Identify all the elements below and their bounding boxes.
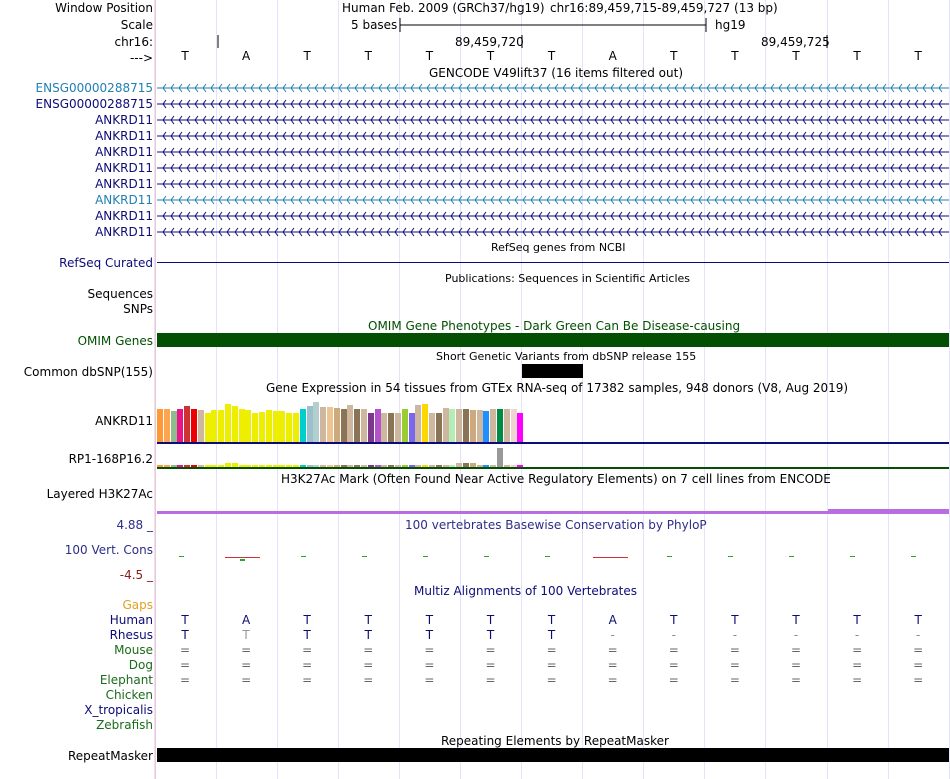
- base-letter: T: [486, 49, 495, 63]
- chrom-label: chr16:: [114, 35, 153, 49]
- h3k27ac-label[interactable]: Layered H3K27Ac: [46, 487, 153, 501]
- publications-label-sequences[interactable]: Sequences: [87, 287, 153, 301]
- multiz-base: =: [485, 643, 496, 657]
- multiz-base: =: [179, 658, 191, 672]
- gtex-tissue-bar[interactable]: [157, 409, 163, 442]
- gtex-tissue-bar[interactable]: [279, 411, 285, 442]
- multiz-base: =: [485, 658, 496, 672]
- multiz-species-label[interactable]: Rhesus: [109, 628, 153, 642]
- base-letter: T: [364, 49, 372, 63]
- scale-text: 5 bases: [351, 18, 398, 32]
- conservation-min-label: -4.5 _: [119, 568, 153, 582]
- position-coords[interactable]: chr16:89,459,715-89,459,727 (13 bp): [550, 1, 778, 15]
- multiz-base: =: [241, 643, 252, 657]
- multiz-base: =: [302, 658, 313, 672]
- multiz-base: T: [364, 628, 372, 642]
- gtex-tissue-bar[interactable]: [517, 413, 523, 442]
- multiz-base: =: [179, 673, 191, 687]
- multiz-base: T: [914, 613, 922, 627]
- multiz-base: -: [854, 628, 860, 642]
- multiz-base: =: [790, 643, 802, 657]
- multiz-base: =: [913, 658, 924, 672]
- multiz-base: =: [668, 658, 679, 672]
- gtex-tissue-bar[interactable]: [334, 408, 340, 442]
- ruler-ticks: [210, 33, 850, 49]
- gtex-tissue-bar[interactable]: [354, 409, 360, 442]
- gtex-tissue-bar[interactable]: [368, 413, 374, 442]
- multiz-base: T: [425, 628, 434, 642]
- gtex-tissue-bar[interactable]: [483, 411, 489, 442]
- gencode-item-label[interactable]: ANKRD11: [95, 225, 153, 239]
- multiz-base: T: [486, 613, 495, 627]
- gtex-tissue-bar[interactable]: [375, 409, 381, 442]
- gtex-tissue-bar[interactable]: [191, 409, 197, 442]
- gencode-transcript[interactable]: [157, 209, 949, 223]
- multiz-base: T: [303, 628, 311, 642]
- dbsnp-track-title: Short Genetic Variants from dbSNP release 155: [436, 350, 697, 363]
- gtex-gene-1-label[interactable]: ANKRD11: [95, 414, 153, 428]
- multiz-gaps-label: Gaps: [122, 598, 153, 612]
- gtex-tissue-bar[interactable]: [436, 413, 442, 442]
- publications-track-title: Publications: Sequences in Scientific Articles: [445, 272, 690, 285]
- multiz-base: A: [608, 613, 617, 627]
- dbsnp-feature[interactable]: [522, 364, 583, 378]
- multiz-base: T: [303, 613, 311, 627]
- gtex-gene-1-line[interactable]: [157, 442, 949, 444]
- multiz-base: =: [790, 673, 802, 687]
- refseq-track-title: RefSeq genes from NCBI: [491, 241, 626, 254]
- multiz-base: =: [424, 658, 435, 672]
- multiz-species-label[interactable]: Mouse: [114, 643, 153, 657]
- h3k27ac-signal-high[interactable]: [828, 509, 949, 514]
- gtex-tissue-bar[interactable]: [449, 409, 455, 442]
- label-divider: [155, 0, 156, 779]
- multiz-base: -: [732, 628, 738, 642]
- multiz-base: =: [302, 643, 313, 657]
- gtex-tissue-bar[interactable]: [232, 406, 238, 442]
- repeatmasker-feature[interactable]: [157, 748, 949, 762]
- multiz-base: =: [302, 673, 313, 687]
- gtex-tissue-bar[interactable]: [341, 409, 347, 442]
- gtex-tissue-bar[interactable]: [171, 411, 177, 442]
- gtex-tissue-bar[interactable]: [239, 409, 245, 442]
- multiz-base: =: [363, 658, 374, 672]
- multiz-track-title: Multiz Alignments of 100 Vertebrates: [414, 584, 638, 598]
- multiz-base: T: [792, 613, 800, 627]
- multiz-base: T: [364, 613, 372, 627]
- gtex-tissue-bar[interactable]: [497, 409, 503, 442]
- multiz-base: =: [852, 643, 863, 657]
- gtex-tissue-bar[interactable]: [184, 406, 190, 442]
- gtex-tissue-bar[interactable]: [286, 413, 292, 442]
- multiz-base: -: [671, 628, 676, 642]
- ruler-pos-2: 89,459,725: [761, 35, 830, 49]
- scale-label: Scale: [120, 18, 153, 32]
- base-letter: A: [241, 49, 251, 63]
- gencode-item-label[interactable]: ENSG00000288715: [35, 81, 153, 95]
- multiz-base: -: [610, 628, 615, 642]
- multiz-species-label[interactable]: X_tropicalis: [84, 703, 153, 717]
- conservation-track-title: 100 vertebrates Basewise Conservation by PhyloP: [405, 518, 707, 532]
- gtex-tissue-bar[interactable]: [307, 406, 313, 442]
- multiz-base: =: [729, 658, 740, 672]
- multiz-base: =: [913, 673, 924, 687]
- gencode-item-label[interactable]: ANKRD11: [95, 209, 153, 223]
- scale-db: hg19: [715, 18, 746, 32]
- gtex-tissue-bar[interactable]: [470, 410, 476, 442]
- gtex-gene-2-line[interactable]: [157, 467, 949, 469]
- refseq-label[interactable]: RefSeq Curated: [59, 256, 153, 270]
- multiz-base: =: [546, 643, 557, 657]
- gtex-tissue-bar[interactable]: [313, 402, 319, 442]
- gtex-tissue-bar[interactable]: [225, 404, 231, 442]
- gtex-tissue-bar[interactable]: [415, 405, 421, 442]
- gtex-tissue-bar[interactable]: [300, 409, 306, 442]
- gtex-tissue-bar[interactable]: [327, 407, 333, 442]
- gencode-transcript[interactable]: [157, 225, 949, 239]
- multiz-base: -: [793, 628, 799, 642]
- gtex-tissue-bar[interactable]: [443, 408, 449, 442]
- gencode-item-label[interactable]: ANKRD11: [95, 193, 153, 207]
- base-letter: A: [608, 49, 617, 63]
- base-letter: T: [731, 49, 739, 63]
- multiz-base: =: [424, 673, 435, 687]
- gencode-track-title: GENCODE V49lift37 (16 items filtered out): [429, 66, 684, 80]
- gtex-gene-2-label[interactable]: RP1-168P16.2: [68, 452, 153, 466]
- gtex-tissue-bar[interactable]: [218, 410, 224, 442]
- gtex-tissue-bar[interactable]: [211, 410, 217, 442]
- gtex-tissue-bar[interactable]: [266, 410, 272, 442]
- dbsnp-label[interactable]: Common dbSNP(155): [23, 365, 153, 379]
- gtex-tissue-bar[interactable]: [347, 405, 353, 442]
- multiz-species-label[interactable]: Zebrafish: [96, 718, 153, 732]
- base-letter: T: [425, 49, 434, 63]
- gencode-transcript[interactable]: [157, 161, 949, 175]
- base-letter: T: [670, 49, 678, 63]
- omim-feature[interactable]: [157, 333, 949, 347]
- gtex-tissue-bar[interactable]: [504, 409, 510, 442]
- multiz-base: =: [852, 658, 863, 672]
- base-letter: T: [914, 49, 922, 63]
- gencode-transcript[interactable]: [157, 145, 949, 159]
- gencode-transcript[interactable]: [157, 193, 949, 207]
- gtex-tissue-bar[interactable]: [395, 413, 401, 442]
- gtex-bars-ankrd11[interactable]: [157, 396, 557, 442]
- gtex-track-title: Gene Expression in 54 tissues from GTEx RNA-seq of 17382 samples, 948 donors (V8, Aug 2019): [266, 381, 849, 395]
- conservation-label[interactable]: 100 Vert. Cons: [64, 543, 153, 557]
- assembly-text: Human Feb. 2009 (GRCh37/hg19): [342, 1, 545, 15]
- gtex-tissue-bar[interactable]: [320, 407, 326, 442]
- gtex-tissue-bar[interactable]: [259, 412, 265, 442]
- repeatmasker-track-title: Repeating Elements by RepeatMasker: [441, 734, 669, 748]
- gtex-tissue-bar[interactable]: [388, 413, 394, 442]
- multiz-base: =: [668, 643, 679, 657]
- gencode-item-label[interactable]: ANKRD11: [95, 113, 153, 127]
- multiz-base: T: [853, 613, 861, 627]
- base-letter: T: [792, 49, 800, 63]
- base-letter: T: [547, 49, 556, 63]
- multiz-base: =: [546, 658, 557, 672]
- gtex-tissue-bar[interactable]: [273, 411, 279, 442]
- gencode-transcript[interactable]: [157, 177, 949, 191]
- multiz-base: T: [181, 628, 189, 642]
- multiz-base: =: [729, 643, 740, 657]
- gtex-tissue-bar[interactable]: [463, 409, 469, 442]
- omim-label[interactable]: OMIM Genes: [77, 334, 153, 348]
- multiz-base: =: [913, 643, 924, 657]
- h3k27ac-signal-low[interactable]: [157, 511, 828, 514]
- multiz-base: =: [179, 643, 191, 657]
- gtex-tissue-bar[interactable]: [409, 413, 415, 442]
- base-letter: T: [181, 49, 189, 63]
- gencode-transcript[interactable]: [157, 81, 949, 95]
- window-position-label: Window Position: [55, 1, 153, 15]
- multiz-base: =: [546, 673, 557, 687]
- gtex-bars-rp1[interactable]: [157, 446, 557, 467]
- gtex-tissue-bar[interactable]: [490, 409, 496, 442]
- gtex-tissue-bar[interactable]: [293, 413, 299, 442]
- multiz-base: A: [241, 613, 251, 627]
- multiz-base: =: [485, 673, 496, 687]
- gencode-transcript[interactable]: [157, 129, 949, 143]
- omim-track-title: OMIM Gene Phenotypes - Dark Green Can Be Disease-causing: [368, 319, 741, 333]
- gtex-tissue-bar[interactable]: [381, 413, 387, 442]
- gtex-tissue-bar[interactable]: [177, 409, 183, 442]
- multiz-base: =: [363, 643, 374, 657]
- gencode-item-label[interactable]: ANKRD11: [95, 129, 153, 143]
- multiz-base: =: [424, 643, 435, 657]
- gencode-transcript[interactable]: [157, 97, 949, 111]
- conservation-signal[interactable]: [157, 550, 949, 564]
- gtex-tissue-bar[interactable]: [198, 410, 204, 442]
- gencode-transcript[interactable]: [157, 113, 949, 127]
- multiz-base: T: [486, 628, 495, 642]
- multiz-base: =: [852, 673, 863, 687]
- gtex-tissue-bar[interactable]: [402, 409, 408, 442]
- base-letter: T: [303, 49, 311, 63]
- multiz-species-label[interactable]: Human: [109, 613, 153, 627]
- multiz-base: T: [731, 613, 739, 627]
- refseq-line[interactable]: [157, 262, 949, 263]
- multiz-base: T: [547, 628, 556, 642]
- multiz-base: =: [607, 643, 618, 657]
- gtex-tissue-bar[interactable]: [205, 413, 211, 442]
- multiz-base: =: [729, 673, 740, 687]
- gencode-item-label[interactable]: ANKRD11: [95, 161, 153, 175]
- ruler-pos-1: 89,459,720: [455, 35, 524, 49]
- gtex-tissue-bar[interactable]: [361, 409, 367, 442]
- gencode-item-label[interactable]: ANKRD11: [95, 145, 153, 159]
- gtex-tissue-bar[interactable]: [511, 409, 517, 442]
- gtex-tissue-bar[interactable]: [429, 413, 435, 442]
- multiz-base: =: [363, 673, 374, 687]
- gtex-tissue-bar[interactable]: [245, 410, 251, 442]
- multiz-base: =: [607, 673, 618, 687]
- gtex-tissue-bar[interactable]: [497, 448, 503, 467]
- multiz-species-label[interactable]: Dog: [128, 658, 153, 672]
- repeatmasker-label[interactable]: RepeatMasker: [67, 749, 153, 763]
- multiz-base: =: [790, 658, 802, 672]
- multiz-base: =: [607, 658, 618, 672]
- multiz-base: T: [425, 613, 434, 627]
- multiz-base: T: [181, 613, 189, 627]
- multiz-base: =: [241, 658, 252, 672]
- gtex-tissue-bar[interactable]: [456, 409, 462, 442]
- multiz-base: T: [547, 613, 556, 627]
- multiz-base: =: [668, 673, 679, 687]
- gencode-item-label[interactable]: ANKRD11: [95, 177, 153, 191]
- strand-label: --->: [129, 51, 153, 65]
- multiz-base: =: [241, 673, 252, 687]
- gtex-tissue-bar[interactable]: [422, 404, 428, 442]
- gencode-item-label[interactable]: ENSG00000288715: [35, 97, 153, 111]
- h3k27ac-track-title: H3K27Ac Mark (Often Found Near Active Regulatory Elements) on 7 cell lines from ENCODE: [281, 472, 831, 486]
- multiz-base: -: [916, 628, 921, 642]
- conservation-max-label: 4.88 _: [116, 518, 153, 532]
- gtex-tissue-bar[interactable]: [477, 410, 483, 442]
- multiz-base: T: [242, 628, 250, 642]
- gtex-tissue-bar[interactable]: [252, 413, 258, 442]
- gtex-tissue-bar[interactable]: [164, 409, 170, 442]
- multiz-species-label[interactable]: Elephant: [99, 673, 153, 687]
- publications-label-snps[interactable]: SNPs: [123, 302, 153, 316]
- base-letter: T: [853, 49, 861, 63]
- multiz-base: T: [670, 613, 678, 627]
- multiz-species-label[interactable]: Chicken: [105, 688, 153, 702]
- scale-bar: [398, 16, 710, 34]
